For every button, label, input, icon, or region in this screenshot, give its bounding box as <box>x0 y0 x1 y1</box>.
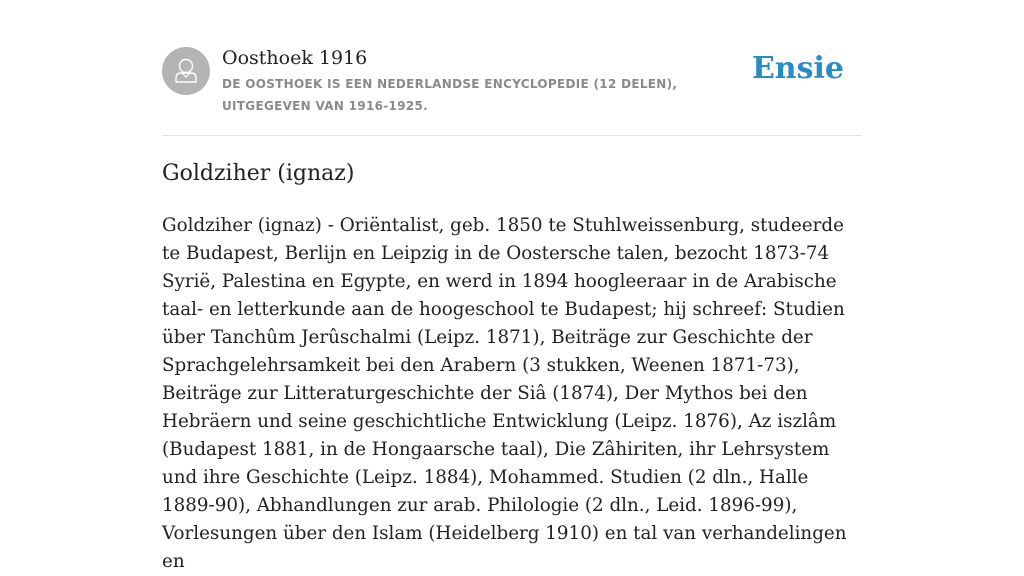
source-description: DE OOSTHOEK IS EEN NEDERLANDSE ENCYCLOPEDIE (12 DELEN), UITGEGEVEN VAN 1916-1925. <box>222 77 678 113</box>
source-title[interactable]: Oosthoek 1916 <box>222 47 368 69</box>
source-header <box>162 46 862 116</box>
user-avatar-icon[interactable] <box>162 47 210 95</box>
divider <box>162 135 862 136</box>
ensie-logo[interactable]: Ensie <box>751 51 844 86</box>
article-title: Goldziher (ignaz) <box>162 161 355 186</box>
article-body: Goldziher (ignaz) - Oriëntalist, geb. 1850 te Stuhlweissenburg, studeerde te Budapest, Berlijn en Leipzig in de Oostersche talen, bezocht 1873-74 Syrië, Palestina en Egypte, en werd in 1894 hoogleeraar in de Arabische taal- en letterkunde aan de hoogeschool te Budapest; hij schreef: Studien über Tanchûm Jerûschalmi (Leipz. 1871), Beiträge zur Geschichte der Sprachgelehrsamkeit bei den Arabern (3 stukken, Weenen 1871-73), Beiträge zur Litteraturgeschichte der Siâ (1874), Der Mythos bei den Hebräern und seine geschichtliche Entwicklung (Leipz. 1876), Az iszlâm (Budapest 1881, in de Hongaarsche taal), Die Zâhiriten, ihr Lehrsystem und ihre Geschichte (Leipz. 1884), Mohammed. Studien (2 dln., Halle 1889-90), Abhandlungen zur arab. Philologie (2 dln., Leid. 1896-99), Vorlesungen über den Islam (Heidelberg 1910) en tal van verhandelingen en <box>162 215 847 572</box>
